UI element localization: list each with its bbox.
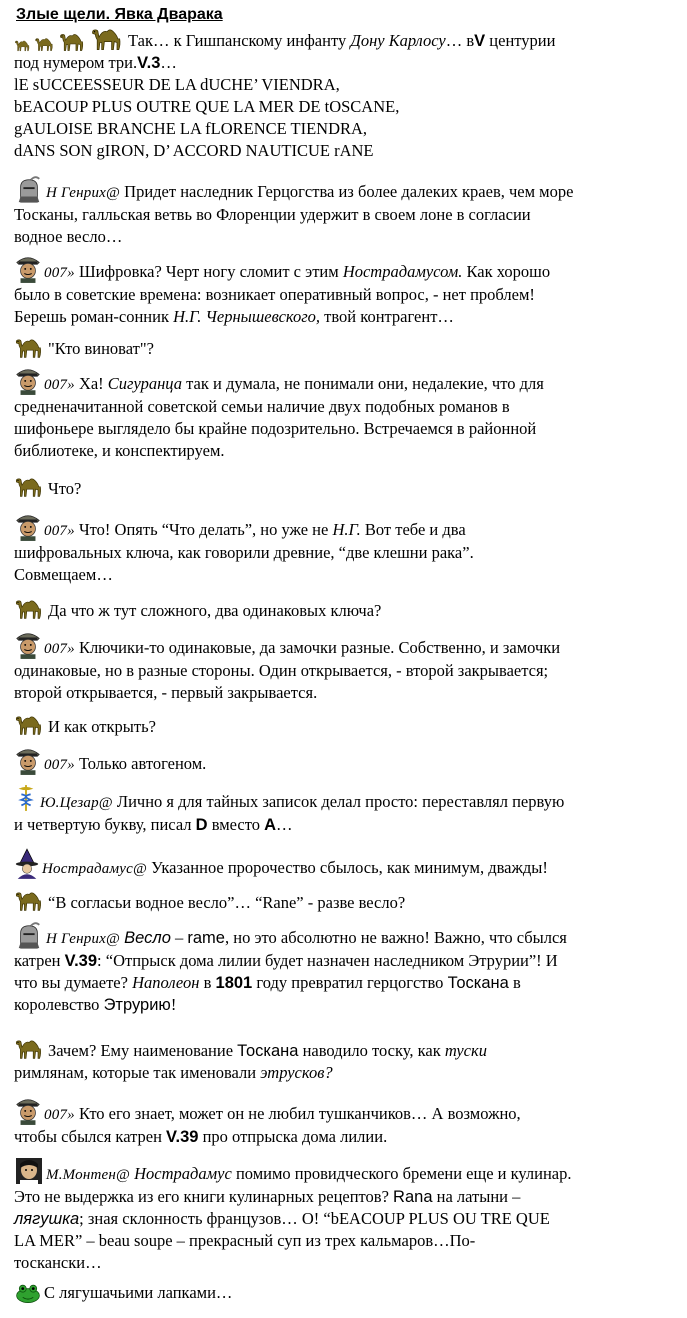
camel-icon	[14, 594, 46, 622]
message-line: чтобы сбылся катрен V.39 про отпрыска дома лилии.	[14, 1127, 388, 1146]
message-line: Да что ж тут сложного, два одинаковых ключа?	[14, 594, 674, 622]
message-line: 007» Кто его знает, может он не любил тушканчиков… А возможно,	[14, 1094, 674, 1126]
message-block	[14, 1094, 674, 1148]
camel-icon	[58, 30, 88, 52]
message-line: что вы думаете? Наполеон в 1801 году превратил герцогство Тоскана в	[14, 973, 521, 992]
message-line: 007» Шифровка? Черт ногу сломит с этим Нострадамусом. Как хорошо	[14, 252, 674, 284]
message-line: было в советские времена: возникает оперативный вопрос, - нет проблем!	[14, 285, 535, 304]
message-line: "Кто виноват"?	[14, 334, 674, 360]
frog-icon	[14, 1282, 42, 1304]
camel-icon	[14, 38, 32, 52]
author-signature: 007»	[44, 377, 75, 393]
camel-icon	[34, 35, 56, 52]
camel-icon	[14, 334, 46, 360]
agent-007-icon	[14, 1094, 42, 1126]
message-block	[14, 886, 674, 914]
message-line: 007» Что! Опять “Что делать”, но уже не Н.Г. Вот тебе и два	[14, 510, 674, 542]
message-block	[14, 472, 674, 500]
camel-icon	[90, 24, 126, 52]
author-signature: H Генрих@	[46, 185, 121, 201]
message-line: шифровальных ключа, как говорили древние, “две клешни рака”.	[14, 543, 474, 562]
message-line: водное весло…	[14, 227, 123, 246]
message-line: С лягушачьими лапками…	[14, 1282, 674, 1304]
message-line: Это не выдержка из его книги кулинарных рецептов? Rana на латыни –	[14, 1187, 521, 1206]
message-line: М.Монтен@ Нострадамус помимо провидческого бремени еще и кулинар.	[14, 1156, 674, 1186]
message-line: катрен V.39: “Отпрыск дома лилии будет назначен наследником Этрурии”! И	[14, 951, 558, 970]
quatrain-line: gAULOISE BRANCHE LA fLORENCE TIENDRA,	[14, 119, 368, 138]
message-line: шифоньере выглядело бы крайне подозрительно. Встречаемся в районной	[14, 419, 537, 438]
message-line: Зачем? Ему наименование Тоскана наводило тоску, как туски	[14, 1034, 674, 1062]
message-line: лягушка; зная склонность французов… О! “bEACOUP PLUS OU TRE QUE	[14, 1209, 550, 1228]
message-block	[14, 744, 674, 776]
message-block	[14, 1282, 674, 1304]
camel-icon	[14, 472, 46, 500]
author-signature: H Генрих@	[46, 931, 121, 947]
message-block	[14, 334, 674, 360]
message-line: Так… к Гишпанскому инфанту Дону Карлосу… вV центурии	[14, 24, 674, 52]
camel-icon	[14, 886, 46, 914]
message-line: Нострадамус@ Указанное пророчество сбылось, как минимум, дважды!	[14, 848, 674, 880]
message-line: И как открыть?	[14, 710, 674, 738]
message-block	[14, 364, 674, 462]
message-block	[14, 24, 674, 162]
message-line: средненачитанной советской семьи наличие двух подобных романов в	[14, 397, 510, 416]
message-line: одинаковые, но в разные стороны. Один открывается, - второй закрывается;	[14, 661, 549, 680]
message-line: тоскански…	[14, 1253, 102, 1272]
camel-icon	[14, 1034, 46, 1062]
message-line: “В согласьи водное весло”… “Rane” - разве весло?	[14, 886, 674, 914]
message-block	[14, 176, 674, 248]
message-block	[14, 628, 674, 704]
message-line: второй открывается, - первый закрывается.	[14, 683, 318, 702]
message-line: Берешь роман-сонник Н.Г. Чернышевского, твой контрагент…	[14, 307, 454, 326]
message-line: LA MER” – beau soupe – прекрасный суп из трех кальмаров…По-	[14, 1231, 476, 1250]
author-signature: М.Монтен@	[46, 1167, 130, 1183]
message-line: H Генрих@ Придет наследник Герцогства из более далеких краев, чем море	[14, 176, 674, 204]
message-block	[14, 1156, 674, 1274]
knight-henry-icon	[14, 922, 44, 950]
message-line: библиотеке, и конспектируем.	[14, 441, 225, 460]
message-line: Совмещаем…	[14, 565, 113, 584]
message-block	[14, 782, 674, 836]
author-signature: 007»	[44, 1107, 75, 1123]
message-line: 007» Ха! Сигуранца так и думала, не понимали они, недалекие, что для	[14, 364, 674, 396]
message-line: римлянам, которые так именовали этрусков?	[14, 1063, 333, 1082]
message-line: H Генрих@ Весло – rame, но это абсолютно не важно! Важно, что сбылся	[14, 922, 674, 950]
author-signature: 007»	[44, 265, 75, 281]
agent-007-icon	[14, 252, 42, 284]
message-block	[14, 848, 674, 880]
quatrain-line: lE sUCCEESSEUR DE LA dUCHE’ VIENDRA,	[14, 75, 340, 94]
author-signature: Нострадамус@	[42, 861, 147, 877]
author-signature: 007»	[44, 641, 75, 657]
author-signature: 007»	[44, 523, 75, 539]
message-line: 007» Только автогеном.	[14, 744, 674, 776]
montaigne-portrait-icon	[14, 1156, 44, 1186]
message-block	[14, 594, 674, 622]
message-block	[14, 510, 674, 586]
message-line: 007» Ключики-то одинаковые, да замочки разные. Собственно, и замочки	[14, 628, 674, 660]
quatrain-line: dANS SON gIRON, D’ ACCORD NAUTICUE rANE	[14, 141, 374, 160]
message-line: Тосканы, галльская ветвь во Флоренции удержит в своем лоне в согласии	[14, 205, 531, 224]
message-line: и четвертую букву, писал D вместо A…	[14, 815, 293, 834]
author-signature: 007»	[44, 757, 75, 773]
caesar-caduceus-icon	[14, 782, 38, 814]
author-signature: Ю.Цезар@	[40, 795, 113, 811]
page-title: Злые щели. Явка Дварака	[16, 6, 223, 23]
agent-007-icon	[14, 628, 42, 660]
message-block	[14, 710, 674, 738]
camel-icon	[14, 710, 46, 738]
knight-henry-icon	[14, 176, 44, 204]
agent-007-icon	[14, 744, 42, 776]
agent-007-icon	[14, 510, 42, 542]
message-line: Ю.Цезар@ Лично я для тайных записок делал просто: переставлял первую	[14, 782, 674, 814]
message-line: Что?	[14, 472, 674, 500]
message-line: королевство Этрурию!	[14, 995, 177, 1014]
message-block	[14, 252, 674, 328]
message-block	[14, 922, 674, 1016]
quatrain-line: bEACOUP PLUS OUTRE QUE LA MER DE tOSCANE,	[14, 97, 400, 116]
message-line: под нумером три.V.3…	[14, 53, 177, 72]
nostradamus-wizard-icon	[14, 848, 40, 880]
message-block	[14, 1034, 674, 1084]
agent-007-icon	[14, 364, 42, 396]
